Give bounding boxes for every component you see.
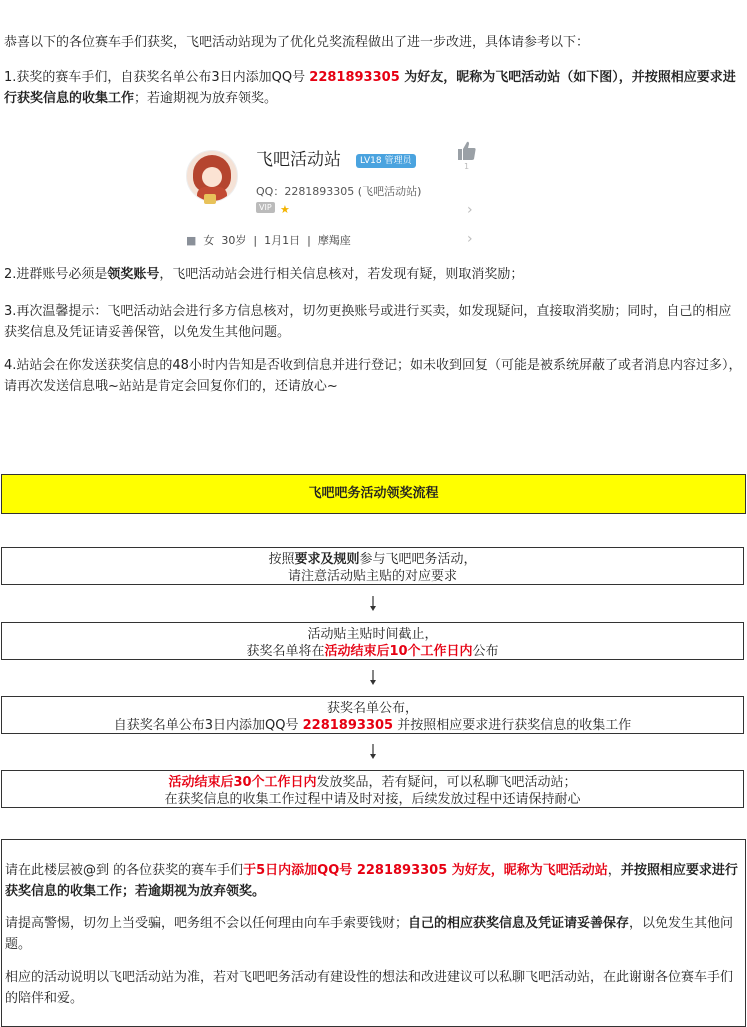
qq-profile-card [186, 140, 486, 252]
footer-paragraph-3: 相应的活动说明以飞吧活动站为准，若对飞吧吧务活动有建设性的想法和改进建议可以私聊飞吧活动站，在此谢谢各位赛车手们的陪伴和爱。 [5, 970, 734, 1006]
like-count: 1 [464, 162, 470, 171]
qq-number[interactable]: 2281893305 [309, 70, 400, 85]
medal-icon [204, 194, 216, 204]
rule-item-3: 3.再次温馨提示：飞吧活动站会进行多方信息核对，切勿更换账号或进行买卖，如发现疑问，直接取消奖励；同时，自己的相应获奖信息及凭证请妥善保管，以免发生其他问题。 [4, 304, 732, 340]
chevron-right-icon[interactable]: › [467, 202, 473, 218]
chevron-right-icon[interactable]: › [467, 231, 473, 247]
star-icon: ★ [280, 203, 290, 216]
flow-title: 飞吧吧务活动领奖流程 [1, 474, 746, 514]
vip-badge: VIP [256, 202, 275, 213]
flow-step-1: 按照要求及规则参与飞吧吧务活动， 请注意活动贴主贴的对应要求 [1, 547, 744, 585]
footer-paragraph-2: 请提高警惕，切勿上当受骗，吧务组不会以任何理由向车手索要钱财；自己的相应获奖信息及凭证请妥善保存，以免发生其他问题。 [5, 916, 734, 952]
arrow-down-icon [366, 668, 380, 688]
profile-info-row: ■ 女 30岁 | 1月1日 | 摩羯座 [186, 234, 351, 247]
rule-item-4: 4.站站会在你发送获奖信息的48小时内告知是否收到信息并进行登记；如未收到回复（可能是被系统屏蔽了或者消息内容过多），请再次发送信息哦~站站是肯定会回复你们的，还请放心~ [4, 358, 742, 394]
intro-text: 恭喜以下的各位赛车手们获奖，飞吧活动站现为了优化兑奖流程做出了进一步改进，具体请参考以下： [4, 35, 590, 50]
flow-step-3: 获奖名单公布， 自获奖名单公布3日内添加QQ号 2281893305 并按照相应要求进行获奖信息的收集工作 [1, 696, 744, 734]
profile-qq: QQ：2281893305 (飞吧活动站) [256, 185, 422, 198]
thumbs-up-icon[interactable] [457, 140, 477, 162]
profile-nickname: 飞吧活动站 [256, 150, 341, 170]
person-icon: ■ [186, 234, 197, 247]
flow-step-2: 活动贴主贴时间截止， 获奖名单将在活动结束后10个工作日内公布 [1, 622, 744, 660]
arrow-down-icon [366, 742, 380, 762]
footer-paragraph-1: 请在此楼层被@到 的各位获奖的赛车手们于5日内添加QQ号 2281893305 为好友，昵称为飞吧活动站，并按照相应要求进行获奖信息的收集工作；若逾期视为放弃领奖。 [5, 863, 738, 899]
footer-notice [1, 839, 746, 1027]
rule-item-2: 2.进群账号必须是领奖账号，飞吧活动站会进行相关信息核对，若发现有疑，则取消奖励； [4, 267, 524, 282]
flow-step-4: 活动结束后30个工作日内发放奖品，若有疑问，可以私聊飞吧活动站； 在获奖信息的收集工作过程中请及时对接，后续发放过程中还请保持耐心 [1, 770, 744, 808]
level-badge: LV18 管理员 [356, 154, 416, 168]
arrow-down-icon [366, 594, 380, 614]
rule-item-1: 1.获奖的赛车手们，自获奖名单公布3日内添加QQ号 2281893305 为好友，昵称为飞吧活动站（如下图），并按照相应要求进行获奖信息的收集工作；若逾期视为放弃领奖。 [4, 70, 736, 106]
